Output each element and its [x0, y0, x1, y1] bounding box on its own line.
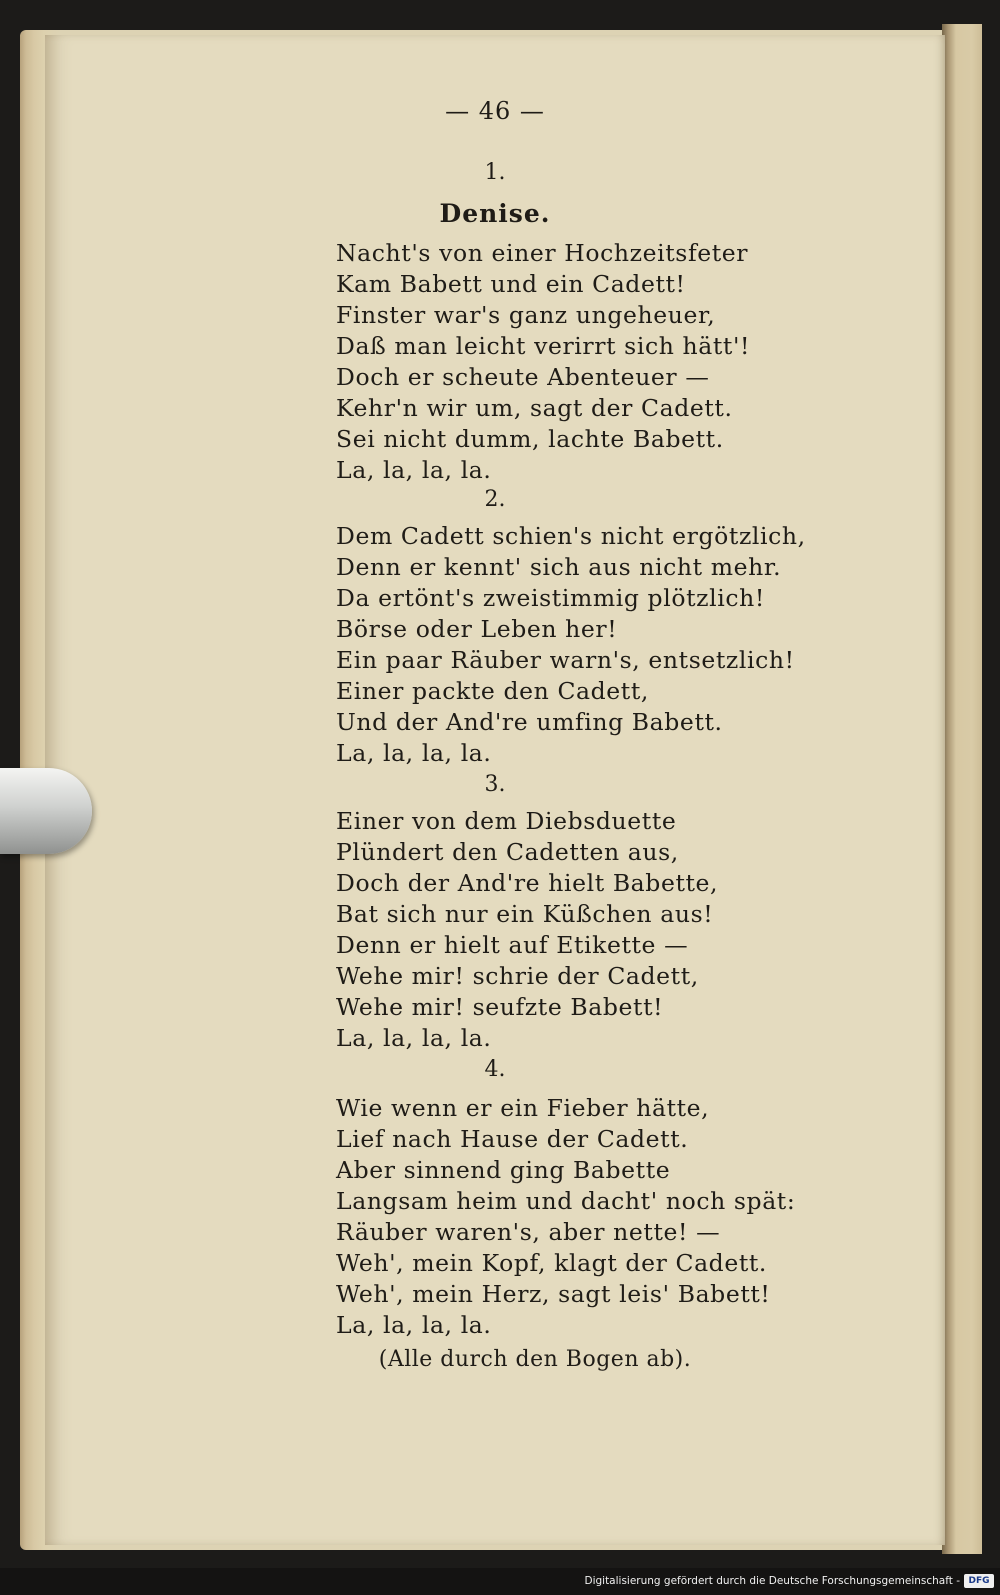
verse-line: Räuber waren's, aber nette! — [336, 1218, 721, 1246]
verse-line: Lief nach Hause der Cadett. [336, 1125, 689, 1153]
verse-line: Börse oder Leben her! [336, 615, 618, 643]
verse-line: Da ertönt's zweistimmig plötzlich! [336, 584, 765, 612]
verse-line: Denn er hielt auf Etikette — [336, 931, 689, 959]
dfg-logo: DFG [964, 1574, 994, 1588]
verse-line: Wie wenn er ein Fieber hätte, [336, 1094, 710, 1122]
page-text [45, 35, 945, 1545]
stanza-number: 1. [484, 160, 506, 185]
verse-line: Kam Babett und ein Cadett! [336, 270, 686, 298]
verse-line: Finster war's ganz ungeheuer, [336, 301, 716, 329]
digitization-credit: Digitalisierung gefördert durch die Deutsche Forschungsgemeinschaft - [584, 1575, 960, 1587]
verse-line: Nacht's von einer Hochzeitsfeter [336, 239, 749, 267]
verse-line: Sei nicht dumm, lachte Babett. [336, 425, 724, 453]
verse-line: La, la, la, la. [336, 1024, 492, 1052]
stanza-number: 2. [484, 487, 506, 512]
verse-line: Kehr'n wir um, sagt der Cadett. [336, 394, 733, 422]
verse-line: La, la, la, la. [336, 456, 492, 484]
verse-line: Einer packte den Cadett, [336, 677, 649, 705]
verse-line: Wehe mir! schrie der Cadett, [336, 962, 699, 990]
verse-line: Weh', mein Herz, sagt leis' Babett! [336, 1280, 771, 1308]
song-title: Denise. [439, 199, 551, 228]
verse-line: Daß man leicht verirrt sich hätt'! [336, 332, 751, 360]
page-clip-handle [0, 768, 92, 854]
book-page [45, 35, 945, 1545]
verse-line: La, la, la, la. [336, 739, 492, 767]
verse-line: Langsam heim und dacht' noch spät: [336, 1187, 796, 1215]
verse-line: Doch der And're hielt Babette, [336, 869, 719, 897]
verse-line: Denn er kennt' sich aus nicht mehr. [336, 553, 782, 581]
facing-page-edge [942, 24, 982, 1554]
verse-line: Plündert den Cadetten aus, [336, 838, 679, 866]
stanza-number: 4. [484, 1057, 506, 1082]
verse-line: Doch er scheute Abenteuer — [336, 363, 710, 391]
verse-line: Aber sinnend ging Babette [336, 1156, 671, 1184]
verse-line: Und der And're umfing Babett. [336, 708, 723, 736]
verse-line: Weh', mein Kopf, klagt der Cadett. [336, 1249, 767, 1277]
verse-line: Bat sich nur ein Küßchen aus! [336, 900, 714, 928]
verse-line: Einer von dem Diebsduette [336, 807, 677, 835]
stanza-number: 3. [484, 772, 506, 797]
verse-line: Dem Cadett schien's nicht ergötzlich, [336, 522, 806, 550]
verse-line: Wehe mir! seufzte Babett! [336, 993, 664, 1021]
verse-line: La, la, la, la. [336, 1311, 492, 1339]
stage-direction: (Alle durch den Bogen ab). [378, 1347, 692, 1372]
page-number: — 46 — [445, 97, 545, 125]
verse-line: Ein paar Räuber warn's, entsetzlich! [336, 646, 795, 674]
